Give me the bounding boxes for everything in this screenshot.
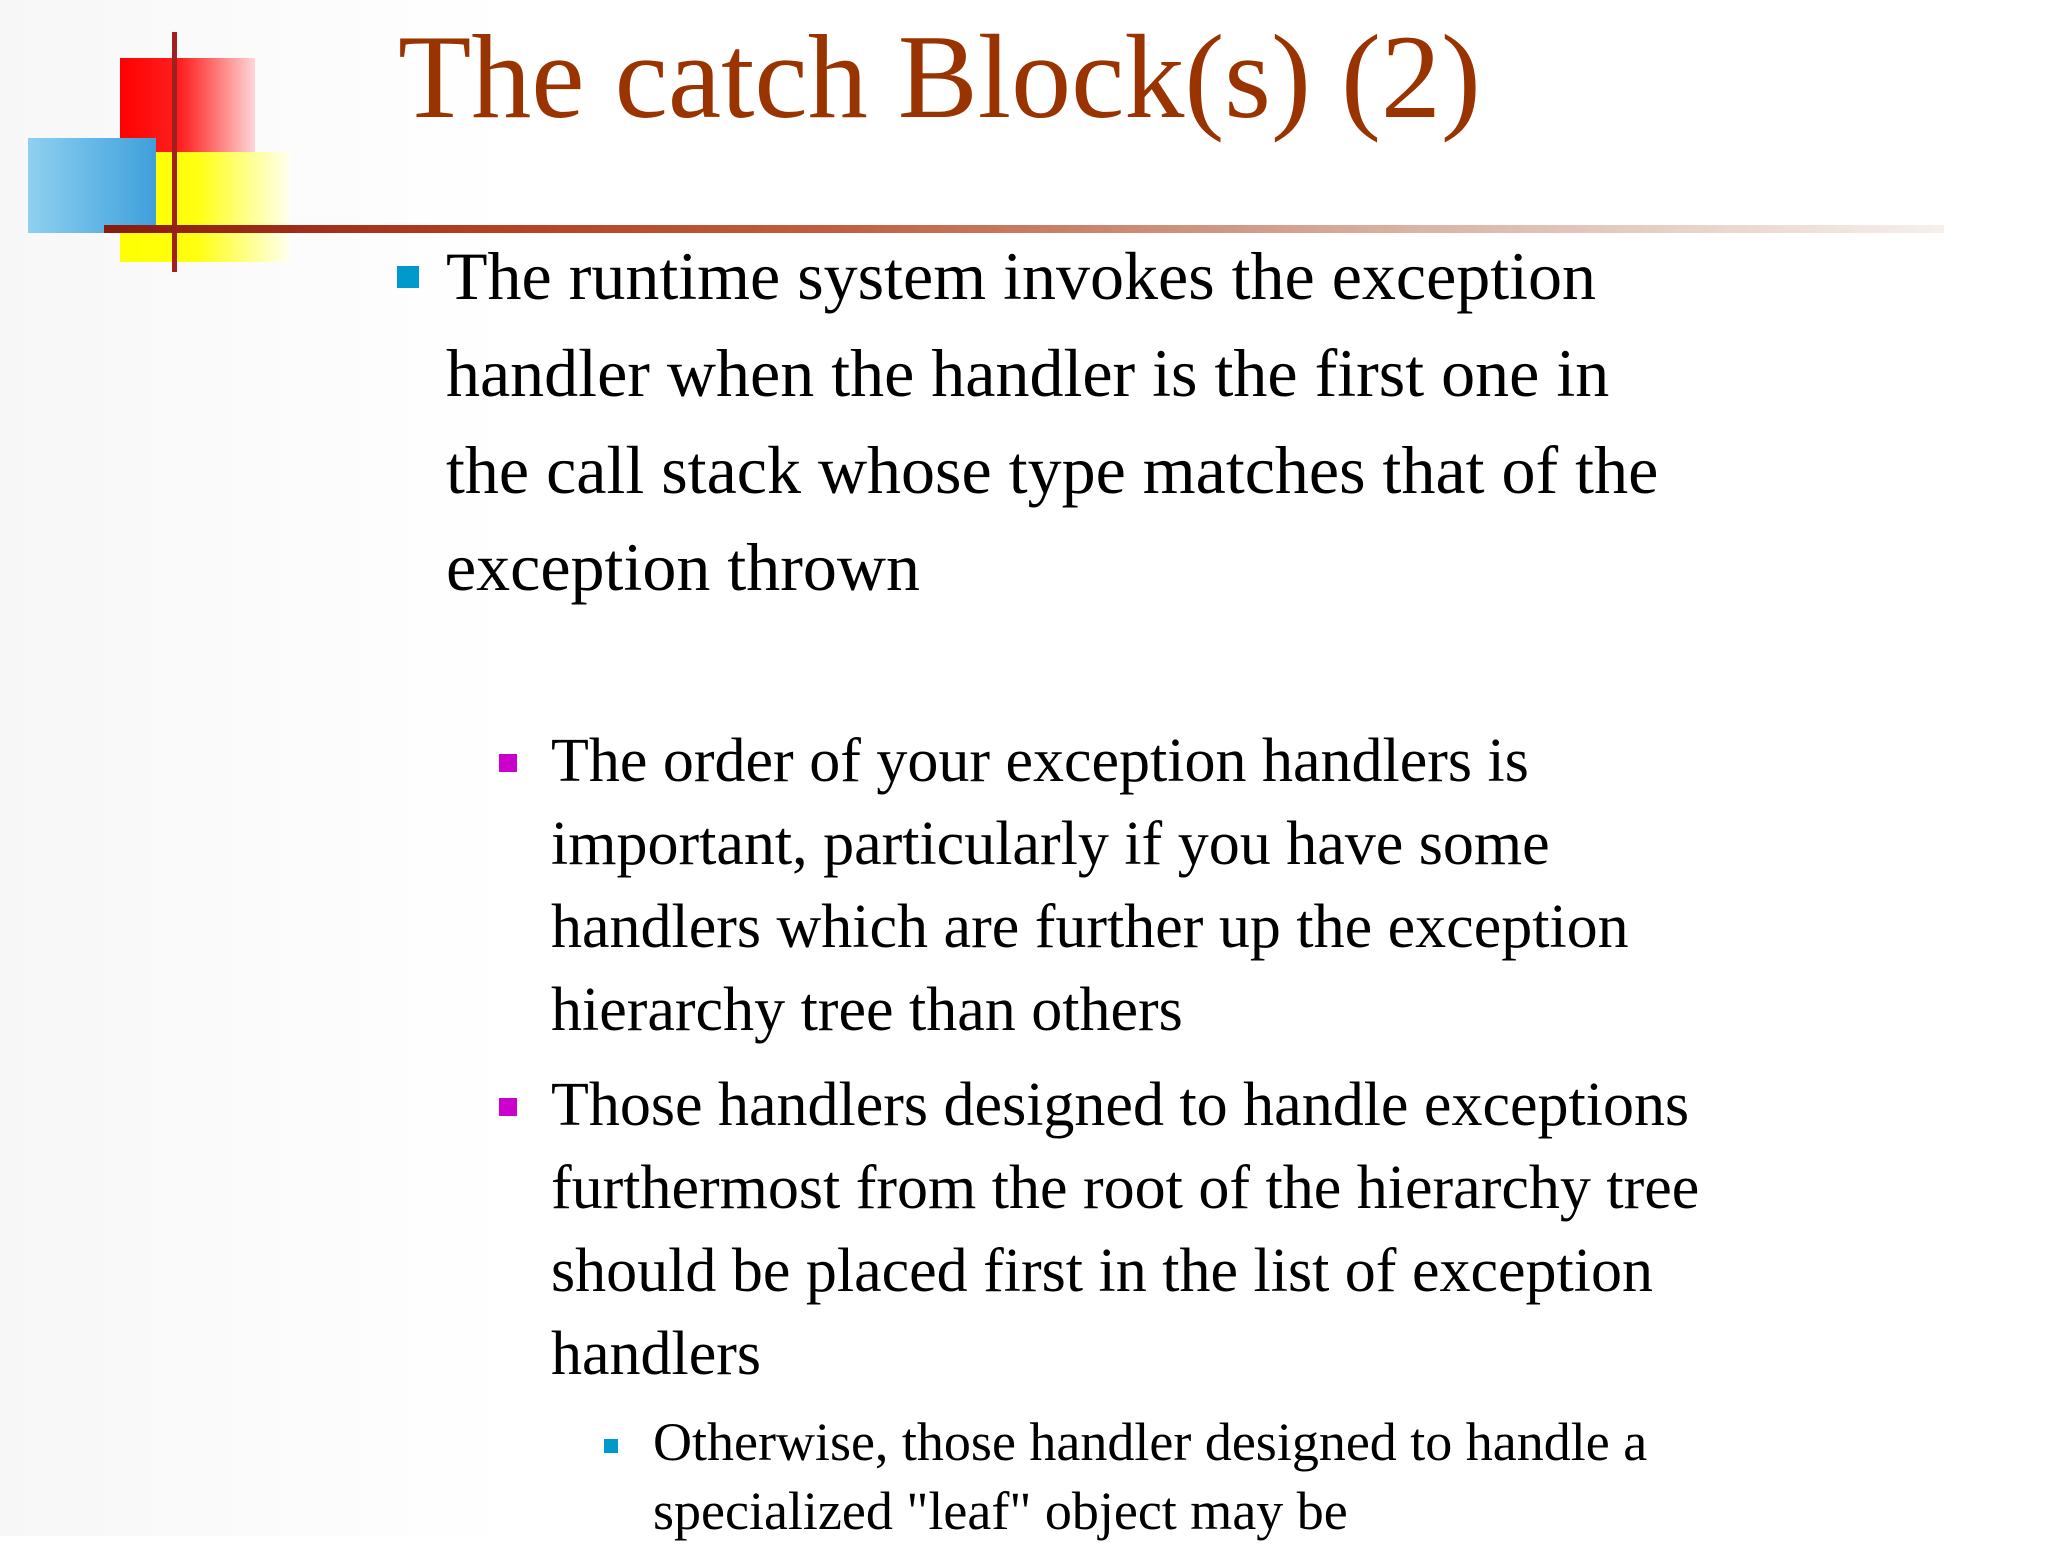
logo-vertical-line [172,32,177,272]
square-bullet-icon [604,1439,618,1453]
bullet-level2 [551,1064,1701,1396]
bullet-text: Those handlers designed to handle exceptions furthermost from the root of the hierarchy tree should be placed first in the list of exception handlers [551,1071,1700,1388]
bullet-level1 [446,228,1696,616]
slide-title: The catch Block(s) (2) [398,10,1481,143]
bullet-text: The order of your exception handlers is important, particularly if you have some handlers which are further up the exception hierarchy tree than others [551,727,1629,1044]
logo-blue-square [28,138,156,233]
bullet-level2 [551,720,1701,1052]
slide-logo [0,0,320,290]
square-bullet-icon [499,754,517,772]
bullet-text: Otherwise, those handler designed to handle a specialized "leaf" object may be [653,1412,1648,1541]
square-bullet-icon [499,1098,517,1116]
bullet-level3 [653,1408,1753,1546]
square-bullet-icon [397,266,419,288]
bullet-text: The runtime system invokes the exception handler when the handler is the first one in the call stack whose type matches that of the exception thrown [446,238,1659,605]
